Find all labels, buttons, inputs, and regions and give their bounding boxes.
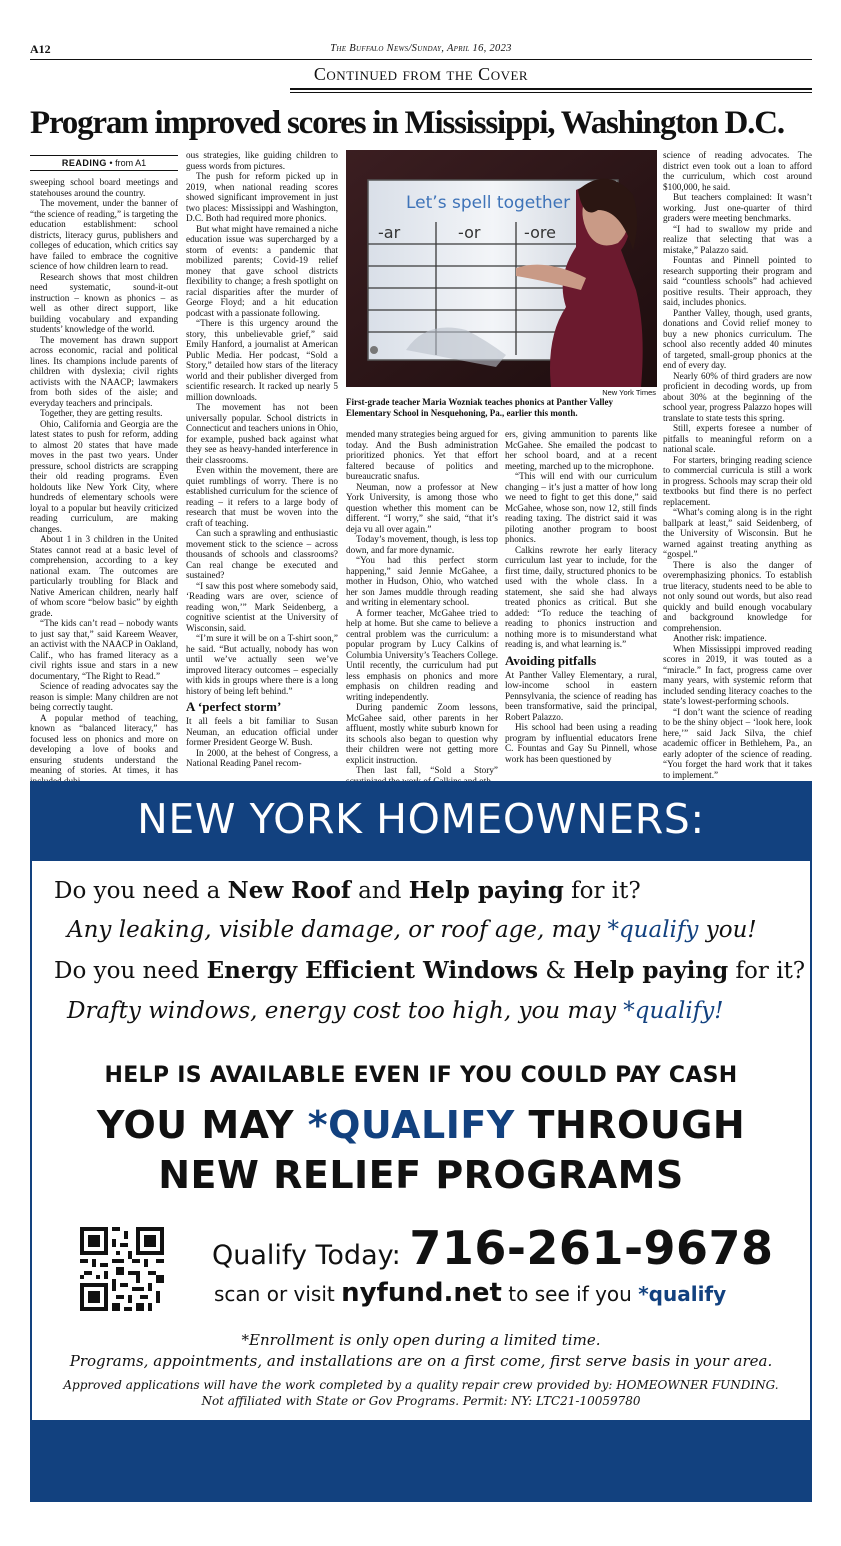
- paragraph: ers, giving ammunition to parents like McGahee. She emailed the podcast to her school board, and at a recent meeting, marched up to the microphone.: [505, 429, 657, 471]
- paragraph: Nearly 60% of third graders are now proficient in decoding words, up from about 30% at the beginning of the school year, progress Palazzo hopes will translate to state tests this spring.: [663, 370, 812, 423]
- windows-detail-qualify: *qualify!: [623, 998, 724, 1024]
- scan-qualify: *qualify: [638, 1282, 727, 1306]
- paragraph: “What’s coming along is in the right ballpark at least,” said Seidenberg, of the University of Wisconsin. But he warned against treating anything as “gospel.”: [663, 507, 812, 559]
- windows-detail-a: Drafty windows, energy cost too high, you may: [67, 998, 624, 1024]
- board-word-or: -or: [458, 223, 481, 242]
- ad-windows-detail: [67, 998, 723, 1024]
- windows-q-c: &: [538, 958, 574, 984]
- paragraph: The movement has drawn support across economic, racial and political lines. Its champions include parents of children with dyslexia; civil rights activists with the NAACP; lawmakers from both sides of the aisle; and everyday teachers and principals.: [30, 334, 178, 408]
- programs-text: Programs, appointments, and installations are on a first come, first serve basis in your area.: [69, 1352, 773, 1370]
- ad-roof-detail: [67, 917, 757, 943]
- paragraph: The movement, under the banner of “the science of reading,” is targeting the education establishment: school districts, literacy gurus, publishers and colleges of education, which critics say have failed to embrace the cognitive science of how children learn to read.: [30, 198, 178, 271]
- paragraph: “I don’t want the science of reading to be the shiny object – ‘look here, look here,’” said Jack Silva, the chief academic officer in Bethlehem, Pa., an early adopter of the science of reading. “You forget the hard work that it takes to implement.”: [663, 706, 812, 780]
- ad-qualify-today: [212, 1221, 774, 1275]
- roof-q-c: and: [350, 878, 409, 904]
- photo-credit: New York Times: [602, 388, 656, 397]
- ad-qualify-headline: [32, 1103, 810, 1147]
- subhead-perfect-storm: A ‘perfect storm’: [186, 699, 282, 714]
- paragraph: Ohio, California and Georgia are the latest states to push for reform, adding to almost 20 states that have made moves in the past two years. Under pressure, school districts are scrapping their old reading programs. Even holdouts like New York City, where hundreds of elementary schools were loyal to a popular but heavily criticized reading curriculum, are making changes.: [30, 418, 178, 534]
- paragraph: ous strategies, like guiding children to guess words from pictures.: [186, 150, 338, 171]
- article-headline: Program improved scores in Mississippi, Washington D.C.: [30, 105, 784, 141]
- advertisement[interactable]: [30, 781, 812, 1502]
- qualify-label: Qualify Today:: [212, 1240, 410, 1271]
- paragraph: Another risk: impatience.: [673, 633, 767, 643]
- jump-line: [30, 155, 178, 171]
- ad-relief-programs: NEW RELIEF PROGRAMS: [158, 1153, 684, 1197]
- jump-from: • from A1: [106, 158, 147, 168]
- paragraph: Even within the movement, there are quiet rumblings of worry. There is no established curriculum for the science of reading – it refers to a large body of research that must be woven into the craft of teaching.: [186, 465, 338, 528]
- paragraph: The push for reform picked up in 2019, when national reading scores showed significant improvement in just two places: Mississippi and Washington, D.C. Both had required more phonics.: [186, 171, 338, 223]
- ad-footer-band: [32, 1420, 810, 1502]
- paragraph: For starters, bringing reading science to commercial curricula is still a work in progress. Schools may scrap their old textbooks but find there is no perfect replacement.: [663, 454, 812, 507]
- permit-text: Not affiliated with State or Gov Programs. Permit: NY: LTC21-10059780: [201, 1394, 641, 1408]
- ad-enrollment-note: [32, 1330, 810, 1372]
- paragraph: About 1 in 3 children in the United States cannot read at a basic level of comprehension, according to a key national exam. The outcomes are particularly troubling for Black and Native American children, nearly half of whom score “below basic” by eighth grade.: [30, 534, 178, 618]
- paragraph: It all feels a bit familiar to Susan Neuman, an education official under former President George W. Bush.: [186, 716, 338, 747]
- board-word-ar: -ar: [378, 223, 401, 242]
- scan-b: to see if you: [501, 1282, 639, 1306]
- article-column-3: [346, 429, 498, 778]
- paragraph: Science of reading advocates say the reason is simple: Many children are not being correctly taught.: [30, 681, 178, 712]
- ad-help-line: HELP IS AVAILABLE EVEN IF YOU COULD PAY CASH: [104, 1063, 738, 1088]
- website-link[interactable]: nyfund.net: [341, 1278, 502, 1308]
- windows-q-e: for it?: [728, 958, 806, 984]
- paragraph: Today’s movement, though, is less top down, and far more dynamic.: [346, 534, 498, 555]
- column-4-body: [505, 429, 657, 650]
- article-column-1: [30, 177, 178, 778]
- paragraph: Fountas and Pinnell pointed to research supporting their program and said “countless schools” had achieved positive results. Their approach, they said, includes phonics.: [663, 255, 812, 307]
- paragraph: When Mississippi improved reading scores in 2019, it was touted as a “miracle.” In fact, progress came over many years, with systemic reform that included sending literacy coaches to the state’s lowest-performing schools.: [663, 643, 812, 706]
- paragraph: Calkins rewrote her early literacy curriculum last year to include, for the first time, daily, structured phonics to be used with the whole class. In a statement, she said she had always treated phonics as critical. But she added: “To reduce the teaching of reading to phonics instruction and nothing more is to misunderstand what reading is, and what learning is.”: [505, 544, 657, 649]
- ad-banner: [32, 781, 810, 861]
- paragraph: A former teacher, McGahee tried to help at home. But she came to believe a central problem was the curriculum: a popular program by Lucy Calkins of Columbia University’s Teachers College. Until recently, the curriculum had put less emphasis on phonics and more emphasis on children reading and writing independently.: [346, 607, 498, 702]
- ad-scan-line: [214, 1278, 726, 1308]
- paragraph: “I had to swallow my pride and realize that selecting that was a mistake,” Palazzo said.: [663, 223, 812, 255]
- big-a: YOU MAY: [96, 1103, 308, 1147]
- article-column-2: [186, 150, 338, 778]
- column-2-body: [186, 150, 338, 696]
- paragraph: During pandemic Zoom lessons, McGahee said, other parents in her affluent, mostly white suburb known for its schools also began to question why their children were not getting more explicit instruction.: [346, 702, 498, 765]
- roof-q-help-paying: Help paying: [408, 877, 564, 904]
- scan-a: scan or visit: [214, 1282, 342, 1306]
- paragraph: But teachers complained: It wasn’t working. Just one-quarter of third graders were meeting benchmarks.: [663, 192, 812, 223]
- dateline: The Buffalo News/Sunday, April 16, 2023: [330, 43, 512, 54]
- paragraph: Then last fall, “Sold a Story”: [356, 765, 498, 775]
- ad-windows-question: [54, 957, 805, 984]
- paragraph: There is also the danger of overemphasizing phonics. To establish true literacy, students need to be able to not only sound out words, but also read quickly and build enough vocabulary and background knowledge for comprehension.: [663, 559, 812, 633]
- page-number: A12: [30, 42, 51, 56]
- paragraph: Neuman, now a professor at New York University, is among those who question whether this moment can be different. “I worry,” she said, “that it’s deja vu all over again.”: [346, 481, 498, 534]
- paragraph: “I saw this post where somebody said, ‘Reading wars are over, science of reading won,’” Mark Seidenberg, a cognitive scientist at the University of Wisconsin, said.: [186, 580, 338, 633]
- roof-q-new-roof: New Roof: [227, 877, 351, 904]
- photo-teacher-whiteboard: [346, 150, 657, 387]
- phone-number-link[interactable]: 716-261-9678: [409, 1221, 774, 1275]
- board-word-ore: -ore: [524, 223, 556, 242]
- approved-text: Approved applications will have the work completed by a quality repair crew provided by: HOMEOWNER FUNDING.: [63, 1378, 779, 1392]
- paragraph: mended many strategies being argued for today. And the Bush administration prioritized phonics. Yet that effort faltered because of politics and bureaucratic snafus.: [346, 429, 498, 481]
- paragraph: “This will end with our curriculum changing – it’s just a matter of how long we need to fight to get this done,” said McGahee, whose son, now 12, still finds reading taxing. The district said it was piloting another program to boost phonics.: [505, 471, 657, 544]
- paragraph: The movement has not been universally popular. School districts in Connecticut and teachers unions in Ohio, for example, pushed back against what they see as heavy-handed interference in their classrooms.: [186, 402, 338, 465]
- big-qualify: *QUALIFY: [307, 1103, 515, 1147]
- jump-label: READING: [61, 158, 107, 168]
- windows-q-help-paying: Help paying: [573, 957, 729, 984]
- section-rule-thin: [290, 92, 812, 93]
- paragraph: science of reading advocates. The district even took out a loan to afford the curriculum, which cost around $100,000, he said.: [663, 150, 812, 192]
- paragraph: But what might have remained a niche education issue was supercharged by a storm of events: a pandemic that mobilized parents; Covid-19 relief money that gave school districts flexibility to change; a fresh spotlight on racial disparities after the murder of George Floyd; and a hit education podcast with a passionate following.: [186, 223, 338, 318]
- paragraph: A popular method of teaching, known as “balanced literacy,” has focused less on phonics and more on developing a love of books and ensuring students understand the meaning of stories. At times, it has: [30, 712, 178, 775]
- paragraph: sweeping school board meetings and statehouses around the country.: [30, 177, 178, 198]
- continued-label: Continued from the Cover: [313, 64, 529, 84]
- page-folio: [30, 40, 812, 60]
- paragraph: Can such a sprawling and enthusiastic movement stick to the science – across thousands of schools and classrooms? Can real change be executed and sustained?: [186, 528, 338, 580]
- subhead-avoiding-pitfalls: Avoiding pitfalls: [505, 652, 597, 668]
- photo-caption: First-grade teacher Maria Wozniak teaches phonics at Panther Valley Elementary School in Nesquehoning, Pa., earlier this month.: [346, 397, 613, 418]
- roof-q-e: for it?: [563, 878, 641, 904]
- roof-detail-c: you!: [698, 917, 757, 943]
- article-photo: [346, 150, 657, 387]
- windows-q-energy: Energy Efficient Windows: [206, 957, 539, 984]
- paragraph: Research shows that most children need systematic, sound-it-out instruction – known as phonics – as well as other direct support, like building vocabulary and expanding students’ knowledge of the world.: [30, 271, 178, 334]
- whiteboard-title: Let’s spell together: [406, 193, 571, 213]
- roof-detail-a: Any leaking, visible damage, or roof age, may: [67, 917, 608, 943]
- paragraph: Still, experts foresee a number of pitfalls to meaningful reform on a national scale.: [663, 423, 812, 454]
- big-c: THROUGH: [514, 1103, 746, 1147]
- paragraph: “There is this urgency around the story, this unbelievable grief,” said Emily Hanford, a journalist at American Public Media. Her podcast, “Sold a Story,” detailed how stars of the literacy world and their publisher diverged from scientific research. It racked up nearly 5 million downloads.: [186, 318, 338, 402]
- ad-title: NEW YORK HOMEOWNERS:: [137, 795, 705, 843]
- column-2-after: [186, 716, 338, 769]
- paragraph: Panther Valley, though, used grants, donations and Covid relief money to buy a new phonics curriculum. The school also recently added 40 minutes of targeted, small-group phonics at the end of every day.: [663, 307, 812, 370]
- article-column-4: [505, 429, 657, 778]
- paragraph: Together, they are getting results.: [40, 408, 163, 418]
- article-column-5: [663, 150, 812, 778]
- qr-code-icon[interactable]: [80, 1227, 164, 1311]
- paragraph: At Panther Valley Elementary, a rural, low-income school in eastern Pennsylvania, the science of reading has been transformative, said the principal, Robert Palazzo.: [505, 669, 657, 722]
- paragraph: His school had been using a reading program by influential educators Irene C. Fountas and Gay Su Pinnell, whose work has been questioned by: [505, 722, 657, 764]
- windows-q-a: Do you need: [54, 958, 207, 984]
- section-rule: [290, 88, 812, 90]
- column-4-after: [505, 670, 657, 765]
- roof-detail-qualify: *qualify: [607, 917, 699, 943]
- ad-roof-question: [54, 877, 641, 904]
- enrollment-text: *Enrollment is only open during a limited time.: [241, 1331, 601, 1349]
- paragraph: “The kids can’t read – nobody wants to just say that,” said Kareem Weaver, an activist with the NAACP in Oakland, Calif., who has framed literacy as a civil rights issue and stars in a new documentary, “The Right to Read.”: [30, 618, 178, 681]
- paragraph: “You had this perfect storm happening,” said Jennie McGahee, a mother in Hudson, Ohio, who watched her son James muddle through reading and writing in elementary school.: [346, 555, 498, 607]
- paragraph: “I’m sure it will be on a T-shirt soon,” he said. “But actually, nobody has won until we’ve actually seen we’ve improved literacy outcomes – especially with kids in groups where there is a long history of being left behind.”: [186, 633, 338, 696]
- roof-q-a: Do you need a: [54, 878, 228, 904]
- ad-disclaimer: [32, 1377, 810, 1409]
- paragraph: In 2000, at the behest of Congress, a National Reading Panel recom-: [186, 747, 338, 768]
